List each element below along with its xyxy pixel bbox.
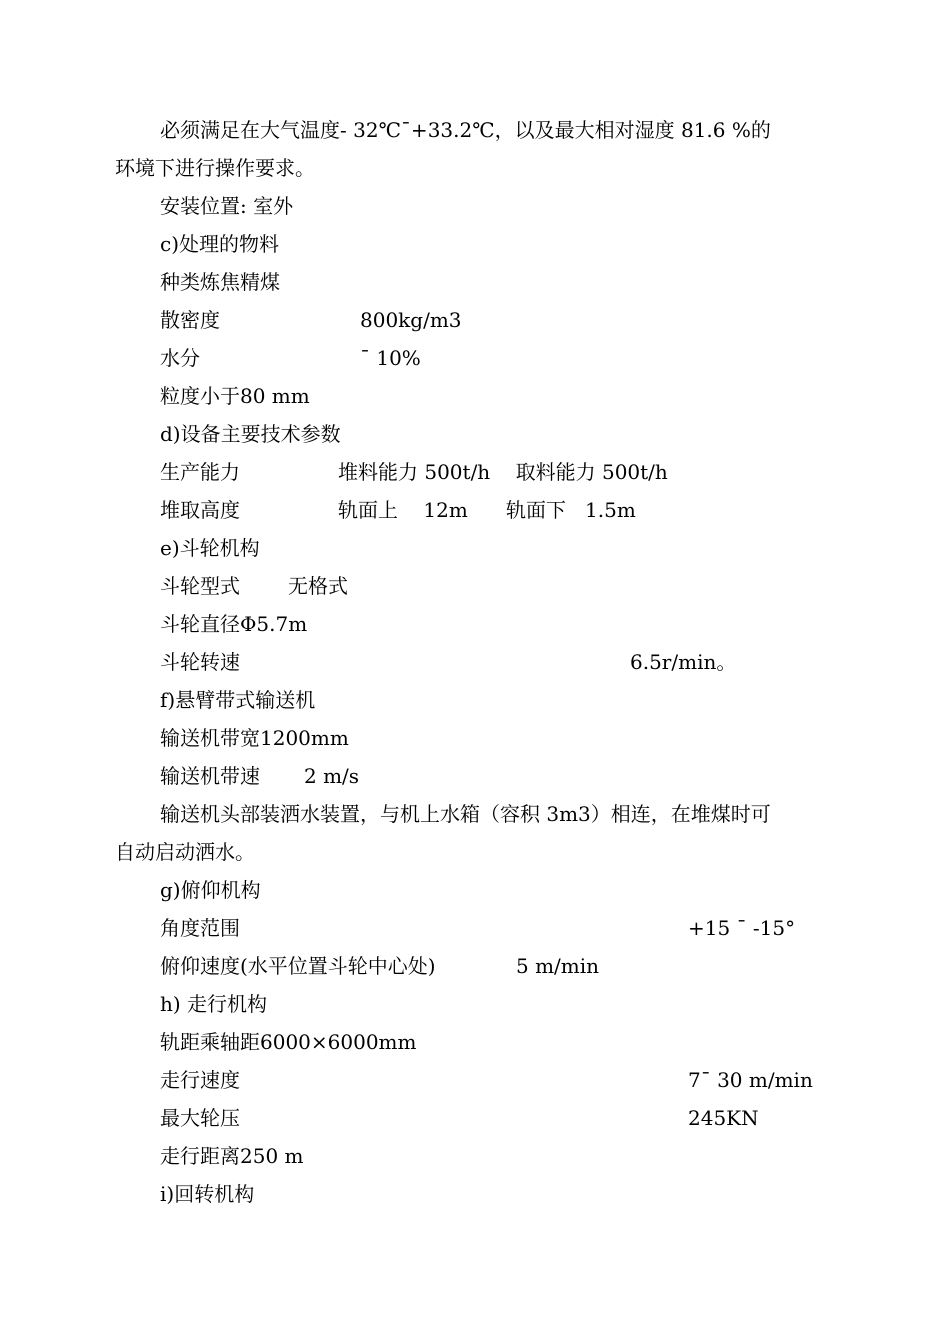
section-heading-slewing: i)回转机构 [160, 1182, 255, 1206]
angle-range-label: 角度范围 [160, 916, 240, 940]
belt-speed-value: 2 m/s [304, 764, 360, 788]
moisture-value: ¯ 10% [360, 346, 421, 370]
capacity-value: 堆料能力 500t/h 取料能力 500t/h [338, 460, 668, 484]
travel-speed-value: 7¯ 30 m/min [688, 1068, 813, 1092]
section-heading-boom-conveyor: f)悬臂带式输送机 [160, 688, 316, 712]
angle-range-value: +15 ¯ -15° [688, 916, 796, 940]
section-heading-material: c)处理的物料 [160, 232, 280, 256]
bulk-density-value: 800kg/m3 [360, 308, 462, 332]
material-type: 种类炼焦精煤 [160, 270, 280, 294]
bucket-diameter: 斗轮直径Φ5.7m [160, 612, 308, 636]
max-wheel-load-value: 245KN [688, 1106, 759, 1130]
particle-size: 粒度小于80 mm [160, 384, 310, 408]
stack-height-value: 轨面上 12m 轨面下 1.5m [338, 498, 636, 522]
moisture-label: 水分 [160, 346, 200, 370]
luffing-speed-value: 5 m/min [516, 954, 600, 978]
belt-width: 输送机带宽1200mm [160, 726, 349, 750]
bulk-density-label: 散密度 [160, 308, 220, 332]
paragraph-environment-line-1: 必须满足在大气温度- 32℃¯+33.2℃，以及最大相对湿度 81.6 %的 [160, 118, 771, 142]
section-heading-parameters: d)设备主要技术参数 [160, 422, 341, 446]
paragraph-spray-line-2: 自动启动洒水。 [115, 840, 255, 864]
section-heading-luffing: g)俯仰机构 [160, 878, 261, 902]
paragraph-environment-line-2: 环境下进行操作要求。 [115, 156, 315, 180]
stack-height-label: 堆取高度 [160, 498, 240, 522]
luffing-speed-label: 俯仰速度(水平位置斗轮中心处) [160, 954, 436, 978]
bucket-speed-label: 斗轮转速 [160, 650, 240, 674]
gauge-wheelbase: 轨距乘轴距6000×6000mm [160, 1030, 417, 1054]
belt-speed-label: 输送机带速 [160, 764, 260, 788]
bucket-type-label: 斗轮型式 [160, 574, 240, 598]
paragraph-spray-line-1: 输送机头部装洒水装置，与机上水箱（容积 3m3）相连，在堆煤时可 [160, 802, 771, 826]
bucket-type-value: 无格式 [288, 574, 348, 598]
install-location: 安装位置: 室外 [160, 194, 294, 218]
bucket-speed-value: 6.5r/min。 [630, 650, 737, 674]
max-wheel-load-label: 最大轮压 [160, 1106, 240, 1130]
travel-distance: 走行距离250 m [160, 1144, 304, 1168]
section-heading-travel: h) 走行机构 [160, 992, 268, 1016]
travel-speed-label: 走行速度 [160, 1068, 240, 1092]
capacity-label: 生产能力 [160, 460, 240, 484]
section-heading-bucket-wheel: e)斗轮机构 [160, 536, 260, 560]
